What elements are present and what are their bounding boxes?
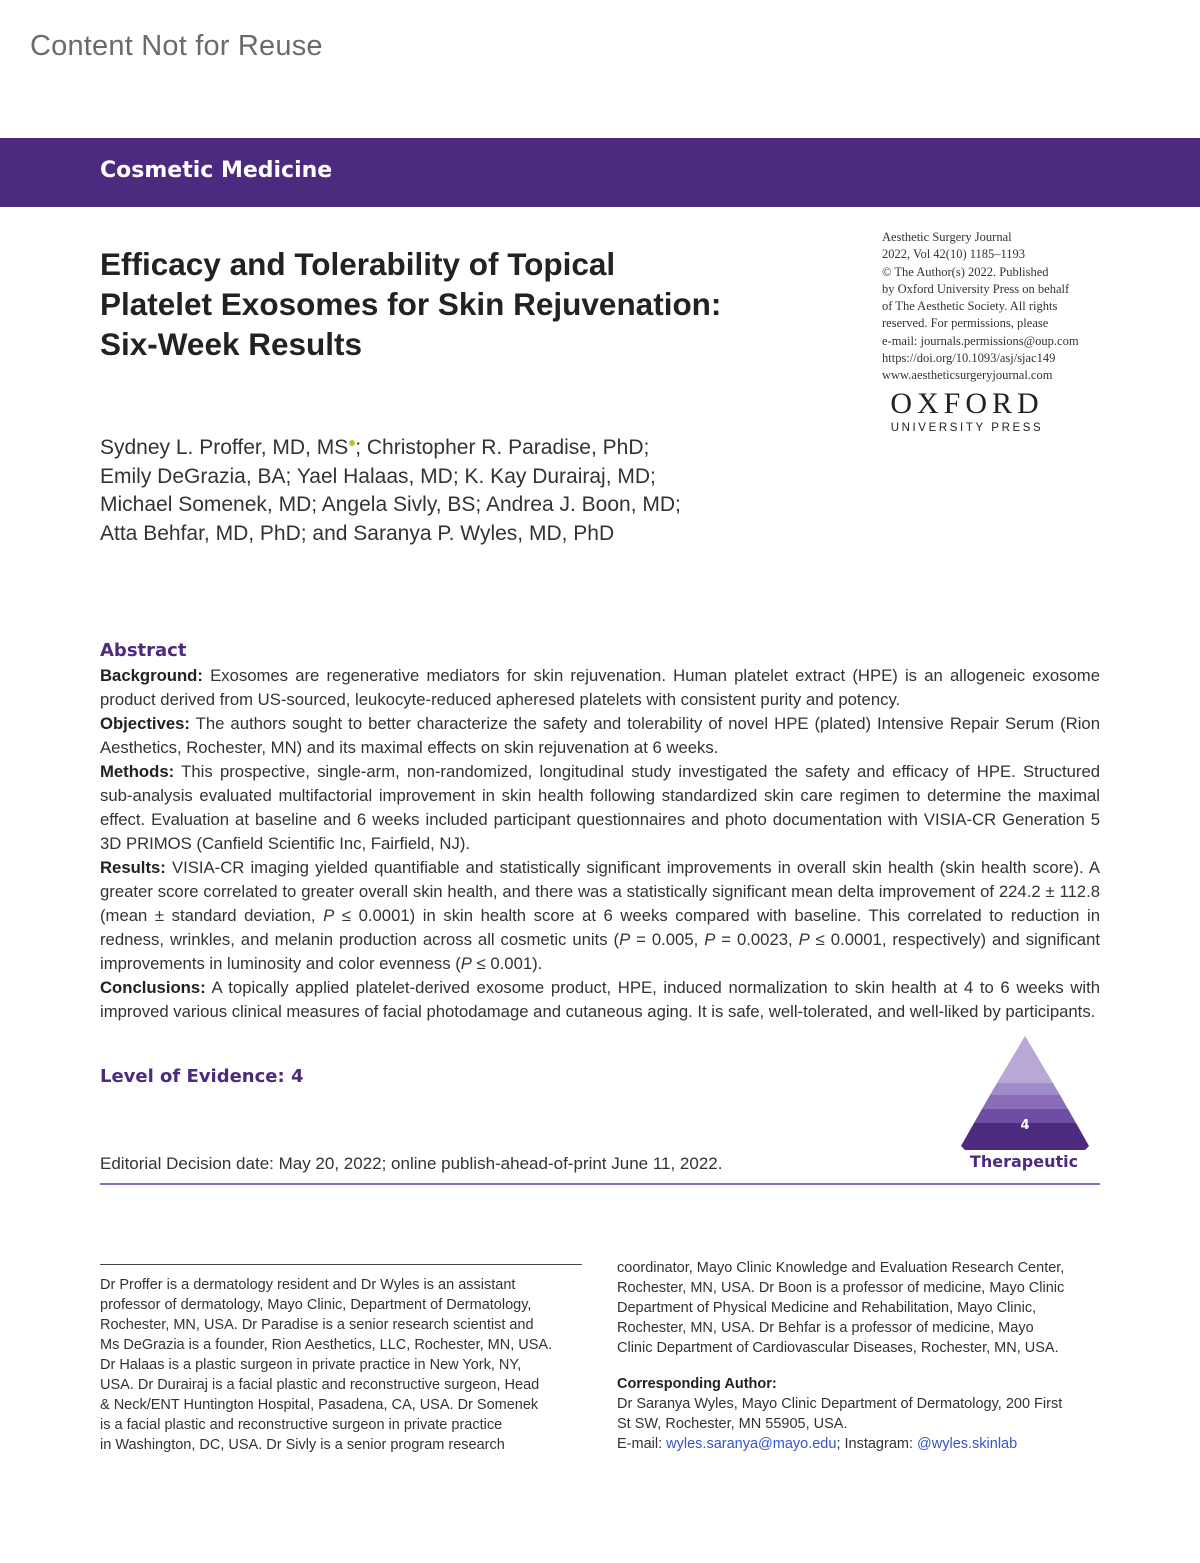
affiliation-line: in Washington, DC, USA. Dr Sivly is a senior program research bbox=[100, 1437, 505, 1453]
article-title-line: Platelet Exosomes for Skin Rejuvenation: bbox=[100, 286, 722, 322]
oxford-logo-subtitle: UNIVERSITY PRESS bbox=[890, 422, 1044, 434]
pyramid-tier-4 bbox=[990, 1083, 1060, 1095]
author-name: Sydney L. Proffer, MD, MS bbox=[100, 436, 349, 459]
copyright-line: © The Author(s) 2022. Published bbox=[882, 264, 1049, 279]
affiliation-line: Department of Physical Medicine and Rehabilitation, Mayo Clinic, bbox=[617, 1300, 1037, 1316]
affiliation-line: & Neck/ENT Huntington Hospital, Pasadena, CA, USA. Dr Somenek bbox=[100, 1397, 539, 1413]
abstract-text: ≤ 0.0001, respectively) and significant improvements in luminosity and color evenness ( bbox=[100, 930, 1100, 973]
article-title-line: Six-Week Results bbox=[100, 326, 363, 362]
permissions-email[interactable]: e-mail: journals.permissions@oup.com bbox=[882, 333, 1079, 348]
abstract-text: = 0.0023, bbox=[715, 930, 799, 949]
abstract-label: Conclusions: bbox=[100, 978, 206, 997]
abstract-label: Results: bbox=[100, 858, 166, 877]
abstract-section bbox=[100, 638, 1100, 1024]
affiliation-line: coordinator, Mayo Clinic Knowledge and Evaluation Research Center, bbox=[617, 1260, 1065, 1276]
abstract-text: A topically applied platelet-derived exosome product, HPE, induced normalization to skin health at 4 to 6 weeks with improved various clinical measures of facial photodamage and cutaneous aging. It is safe, well-tolerated, and well-liked by participants. bbox=[100, 978, 1100, 1021]
p-value-symbol: P bbox=[798, 930, 810, 949]
abstract-heading: Abstract bbox=[100, 640, 187, 661]
p-value-symbol: P bbox=[619, 930, 631, 949]
footnote-divider bbox=[100, 1264, 582, 1265]
corresponding-author-address: Dr Saranya Wyles, Mayo Clinic Department of Dermatology, 200 First bbox=[617, 1396, 1063, 1412]
editorial-decision-date: Editorial Decision date: May 20, 2022; online publish-ahead-of-print June 11, 2022. bbox=[100, 1154, 723, 1173]
author-list bbox=[100, 434, 800, 548]
affiliation-line: Rochester, MN, USA. Dr Boon is a professor of medicine, Mayo Clinic bbox=[617, 1280, 1065, 1296]
email-label: E-mail: bbox=[617, 1436, 667, 1452]
author-line: Emily DeGrazia, BA; Yael Halaas, MD; K. Kay Durairaj, MD; bbox=[100, 464, 656, 488]
journal-info bbox=[882, 229, 1102, 385]
doi-link[interactable]: https://doi.org/10.1093/asj/sjac149 bbox=[882, 351, 1056, 366]
corresponding-author-address: St SW, Rochester, MN 55905, USA. bbox=[617, 1416, 848, 1432]
section-divider bbox=[100, 1183, 1100, 1185]
oxford-logo-word: OXFORD bbox=[890, 387, 1044, 420]
instagram-link[interactable]: @wyles.skinlab bbox=[917, 1436, 1018, 1452]
abstract-label: Methods: bbox=[100, 762, 175, 781]
affiliation-line: Clinic Department of Cardiovascular Diseases, Rochester, MN, USA. bbox=[617, 1340, 1059, 1356]
abstract-text: VISIA-CR imaging yielded quantifiable and statistically significant improvements in overall skin health (skin health score). A greater score correlated to greater overall skin health, and there was a statistically significant mean delta improvement of 224.2 ± 112.8 (mean ± standard deviation, bbox=[100, 858, 1100, 925]
evidence-category-label: Therapeutic bbox=[969, 1152, 1079, 1171]
affiliation-line: Rochester, MN, USA. Dr Behfar is a professor of medicine, Mayo bbox=[617, 1320, 1034, 1336]
level-of-evidence: Level of Evidence: 4 bbox=[100, 1066, 304, 1087]
abstract-results bbox=[100, 856, 1100, 976]
p-value-symbol: P bbox=[704, 930, 716, 949]
author-affiliations-right bbox=[617, 1258, 1107, 1454]
pyramid-tier-3 bbox=[982, 1095, 1068, 1109]
watermark-text: Content Not for Reuse bbox=[30, 30, 323, 62]
affiliation-line: is a facial plastic and reconstructive surgeon in private practice bbox=[100, 1417, 503, 1433]
author-affiliations-left bbox=[100, 1275, 582, 1455]
abstract-label: Objectives: bbox=[100, 714, 190, 733]
journal-volume: 2022, Vol 42(10) 1185–1193 bbox=[882, 247, 1026, 262]
copyright-line: of The Aesthetic Society. All rights bbox=[882, 299, 1058, 314]
abstract-text: Exosomes are regenerative mediators for skin rejuvenation. Human platelet extract (HPE) is an allogeneic exosome product derived from US-sourced, leukocyte-reduced apheresed platelets with consistent purity and potency. bbox=[100, 666, 1100, 709]
abstract-objectives bbox=[100, 712, 1100, 760]
affiliation-line: USA. Dr Durairaj is a facial plastic and reconstructive surgeon, Head bbox=[100, 1377, 540, 1393]
abstract-text: The authors sought to better characterize the safety and tolerability of novel HPE (plated) Intensive Repair Serum (Rion Aesthetics, Rochester, MN) and its maximal effects on skin rejuvenation at 6 weeks. bbox=[100, 714, 1100, 757]
author-line bbox=[100, 434, 800, 463]
abstract-text: = 0.005, bbox=[630, 930, 705, 949]
author-line: Michael Somenek, MD; Angela Sivly, BS; Andrea J. Boon, MD; bbox=[100, 493, 681, 516]
corresponding-author-contact bbox=[617, 1434, 1107, 1454]
abstract-methods bbox=[100, 760, 1100, 856]
oxford-university-press-logo bbox=[882, 388, 1052, 434]
article-title-line: Efficacy and Tolerability of Topical bbox=[100, 246, 616, 282]
affiliation-line: Dr Halaas is a plastic surgeon in private practice in New York, NY, bbox=[100, 1357, 522, 1373]
journal-name: Aesthetic Surgery Journal bbox=[882, 230, 1012, 244]
affiliation-line: Ms DeGrazia is a founder, Rion Aesthetics, LLC, Rochester, MN, USA. bbox=[100, 1337, 553, 1353]
pyramid-tier-5 bbox=[997, 1036, 1053, 1083]
article-title bbox=[100, 244, 800, 364]
abstract-conclusions bbox=[100, 976, 1100, 1024]
affiliation-line: professor of dermatology, Mayo Clinic, Department of Dermatology, bbox=[100, 1297, 532, 1313]
abstract-text: ≤ 0.001). bbox=[471, 954, 543, 973]
journal-website-link[interactable]: www.aestheticsurgeryjournal.com bbox=[882, 368, 1053, 383]
section-banner bbox=[0, 138, 1200, 207]
email-link[interactable]: wyles.saranya@mayo.edu bbox=[666, 1436, 837, 1452]
p-value-symbol: P bbox=[460, 954, 472, 973]
affiliation-line: Rochester, MN, USA. Dr Paradise is a senior research scientist and bbox=[100, 1317, 534, 1333]
corresponding-author-heading: Corresponding Author: bbox=[617, 1376, 777, 1392]
affiliation-line: Dr Proffer is a dermatology resident and Dr Wyles is an assistant bbox=[100, 1277, 516, 1293]
permissions-line: reserved. For permissions, please bbox=[882, 316, 1049, 331]
author-name: ; Christopher R. Paradise, PhD; bbox=[355, 436, 650, 459]
section-banner-title: Cosmetic Medicine bbox=[100, 158, 333, 183]
abstract-text: ≤ 0.0001) in skin health score at 6 weeks compared with baseline. This correlated to reduction in redness, wrinkles, and melanin production across all cosmetic units ( bbox=[100, 906, 1100, 949]
evidence-level-number: 4 bbox=[1020, 1118, 1030, 1133]
abstract-label: Background: bbox=[100, 666, 203, 685]
copyright-line: by Oxford University Press on behalf bbox=[882, 281, 1070, 296]
abstract-text: This prospective, single-arm, non-randomized, longitudinal study investigated the safety and efficacy of HPE. Structured sub-analysis evaluated multifactorial improvement in skin health following standardized skin care regimen to determine the maximal effect. Evaluation at baseline and 6 weeks included participant questionnaires and photo documentation with VISIA-CR Generation 5 3D PRIMOS (Canfield Scientific Inc, Fairfield, NJ). bbox=[100, 762, 1101, 853]
p-value-symbol: P bbox=[323, 906, 335, 925]
abstract-background bbox=[100, 664, 1100, 712]
instagram-label: ; Instagram: bbox=[836, 1436, 918, 1452]
author-line: Atta Behfar, MD, PhD; and Saranya P. Wyles, MD, PhD bbox=[100, 521, 615, 545]
